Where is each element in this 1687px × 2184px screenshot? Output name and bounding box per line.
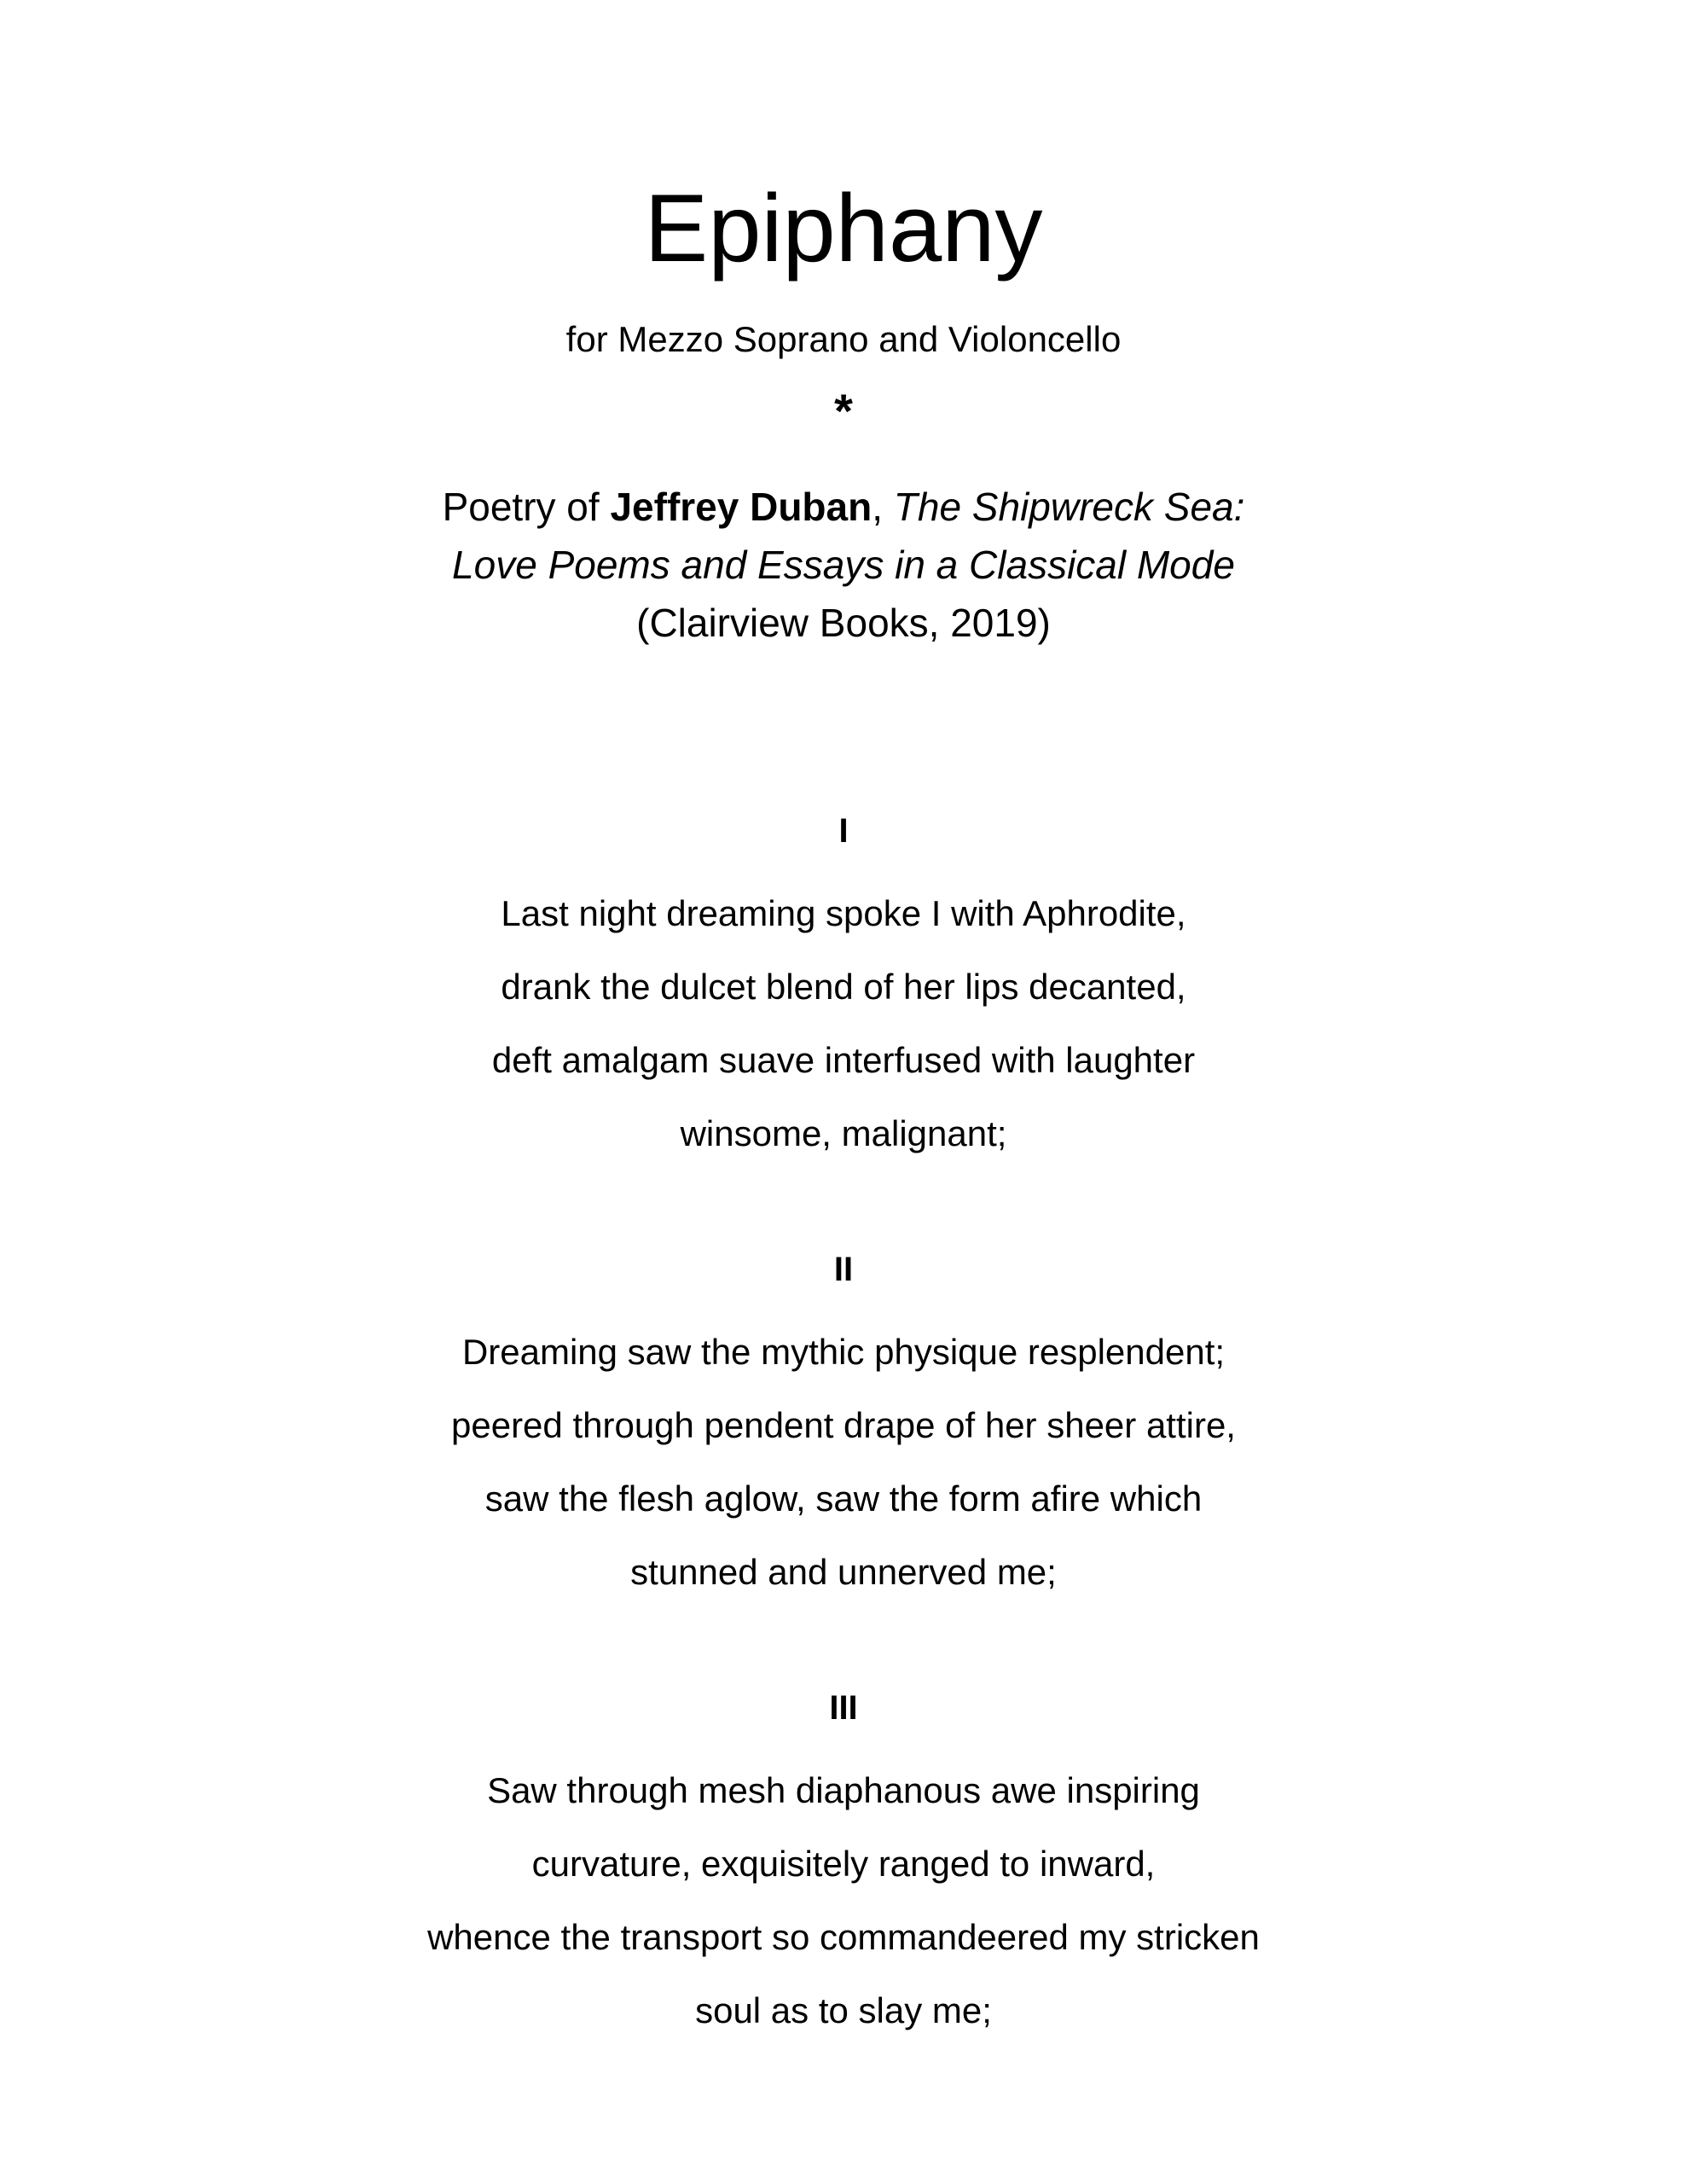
stanza-2 (0, 1244, 1687, 1609)
verse-line: Last night dreaming spoke I with Aphrodite, (501, 893, 1186, 933)
credit-line-2 (0, 536, 1687, 594)
publisher-info: (Clairview Books, 2019) (636, 601, 1051, 645)
verse-line: drank the dulcet blend of her lips decanted, (501, 967, 1186, 1007)
stanza-numeral: I (838, 812, 849, 850)
verse-line: Saw through mesh diaphanous awe inspiring (487, 1770, 1200, 1810)
credit-prefix: Poetry of (442, 485, 611, 529)
credit-comma: , (872, 485, 894, 529)
verse-line: Dreaming saw the mythic physique resplendent; (461, 1332, 1226, 1372)
stanza-numeral: III (829, 1689, 858, 1727)
verse-line: soul as to slay me; (695, 1990, 992, 2030)
verse-line: winsome, malignant; (680, 1113, 1007, 1153)
verse-line: peered through pendent drape of her sheer attire, (451, 1405, 1236, 1445)
stanza-1 (0, 805, 1687, 1170)
stanza-3 (0, 1682, 1687, 2048)
section-separator: * (834, 384, 853, 438)
verse-line: curvature, exquisitely ranged to inward, (531, 1844, 1156, 1884)
poetry-credit (0, 478, 1687, 652)
instrumentation-subtitle: for Mezzo Soprano and Violoncello (565, 319, 1122, 359)
author-name: Jeffrey Duban (610, 485, 872, 529)
book-title-part-2: Love Poems and Essays in a Classical Mode (452, 543, 1235, 587)
stanza-numeral: II (833, 1251, 854, 1288)
verse-line: stunned and unnerved me; (630, 1552, 1057, 1592)
verse-line: whence the transport so commandeered my stricken (427, 1917, 1260, 1957)
poem-title: Epiphany (644, 175, 1043, 282)
verse-line: deft amalgam suave interfused with laughter (491, 1040, 1196, 1080)
book-title-part-1: The Shipwreck Sea: (893, 485, 1245, 529)
credit-line-1 (0, 478, 1687, 536)
verse-line: saw the flesh aglow, saw the form afire which (484, 1478, 1203, 1519)
